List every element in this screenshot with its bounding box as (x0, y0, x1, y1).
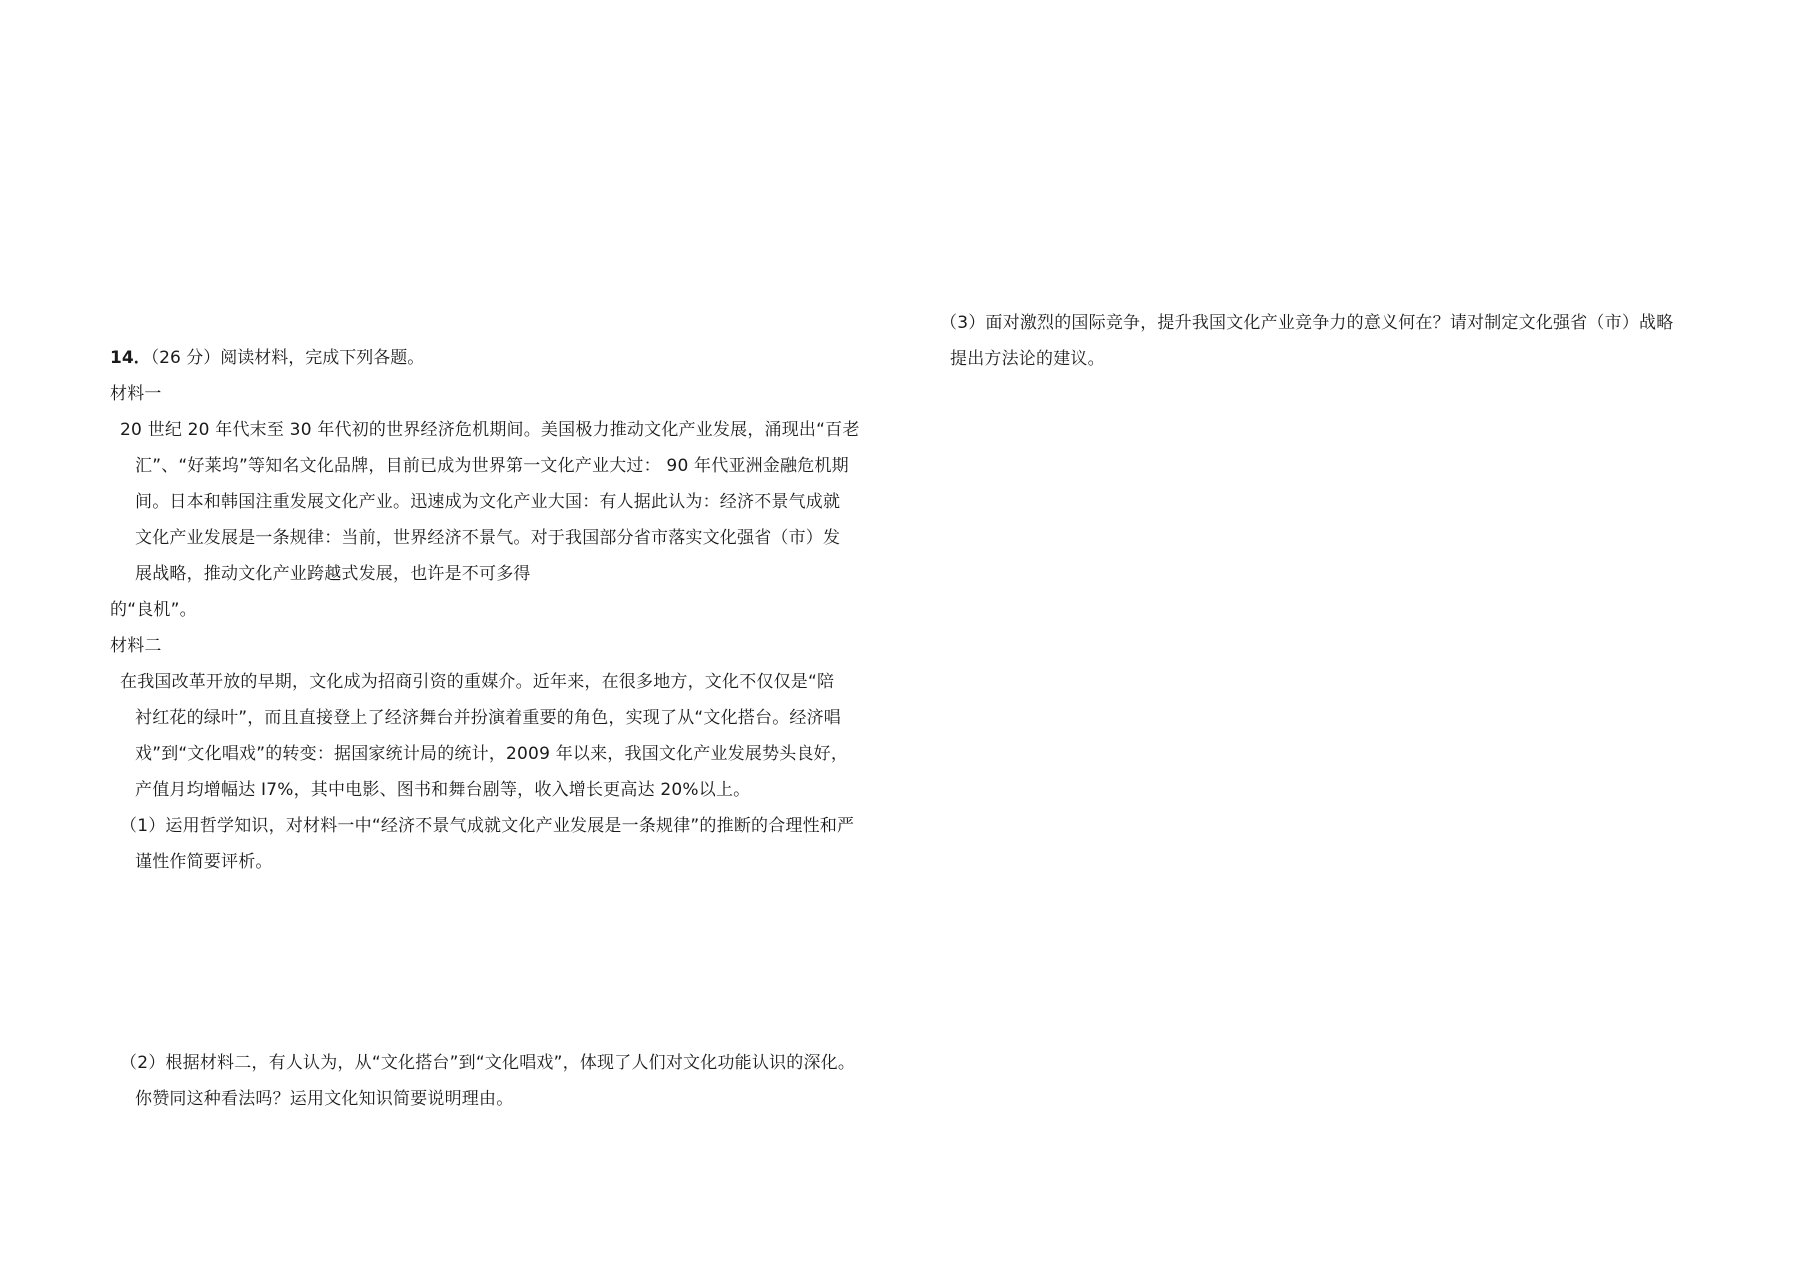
sub-question-1: （1）运用哲学知识，对材料一中“经济不景气成就文化产业发展是一条规律”的推断的合理性和严 (120, 816, 855, 836)
material2-line: 戏”到“文化唱戏”的转变：据国家统计局的统计，2009 年以来，我国文化产业发展势头良好， (135, 744, 849, 764)
material1-line: 文化产业发展是一条规律：当前，世界经济不景气。对于我国部分省市落实文化强省（市）发 (135, 528, 841, 548)
material1-title: 材料一 (110, 384, 162, 404)
sub-question-3-cont: 提出方法论的建议。 (950, 349, 1105, 369)
sub-question-2-cont: 你赞同这种看法吗？运用文化知识简要说明理由。 (135, 1089, 514, 1109)
material2-line: 产值月均增幅达 I7%，其中电影、图书和舞台剧等，收入增长更高达 20%以上。 (135, 780, 751, 800)
question-header (110, 340, 910, 376)
material2-title: 材料二 (110, 636, 162, 656)
question-number: 14． (110, 348, 151, 368)
material1-tail: 的“良机”。 (110, 600, 197, 620)
sub-question-2: （2）根据材料二，有人认为，从“文化搭台”到“文化唱戏”，体现了人们对文化功能认识的深化。 (120, 1053, 856, 1073)
material1-line: 展战略，推动文化产业跨越式发展，也许是不可多得 (135, 564, 531, 584)
material2-line: 在我国改革开放的早期，文化成为招商引资的重媒介。近年来，在很多地方，文化不仅仅是“陪 (120, 672, 835, 692)
material1-line: 汇”、“好莱坞”等知名文化品牌，目前已成为世界第一文化产业大过： 90 年代亚洲金融危机期 (135, 456, 849, 476)
left-column (110, 340, 910, 1117)
answer-space (110, 880, 910, 1045)
material2-line: 衬红花的绿叶”，而且直接登上了经济舞台并扮演着重要的角色，实现了从“文化搭台。经济唱 (135, 708, 842, 728)
material1-line: 20 世纪 20 年代末至 30 年代初的世界经济危机期间。美国极力推动文化产业发展，涌现出“百老 (120, 420, 860, 440)
sub-question-3: （3）面对激烈的国际竞争，提升我国文化产业竞争力的意义何在？请对制定文化强省（市）战略 (940, 313, 1674, 333)
question-instruction: （26 分）阅读材料，完成下列各题。 (150, 348, 425, 368)
material1-line: 间。日本和韩国注重发展文化产业。迅速成为文化产业大国：有人据此认为：经济不景气成就 (135, 492, 841, 512)
right-column (940, 305, 1720, 377)
sub-question-1-cont: 谨性作简要评析。 (135, 852, 273, 872)
